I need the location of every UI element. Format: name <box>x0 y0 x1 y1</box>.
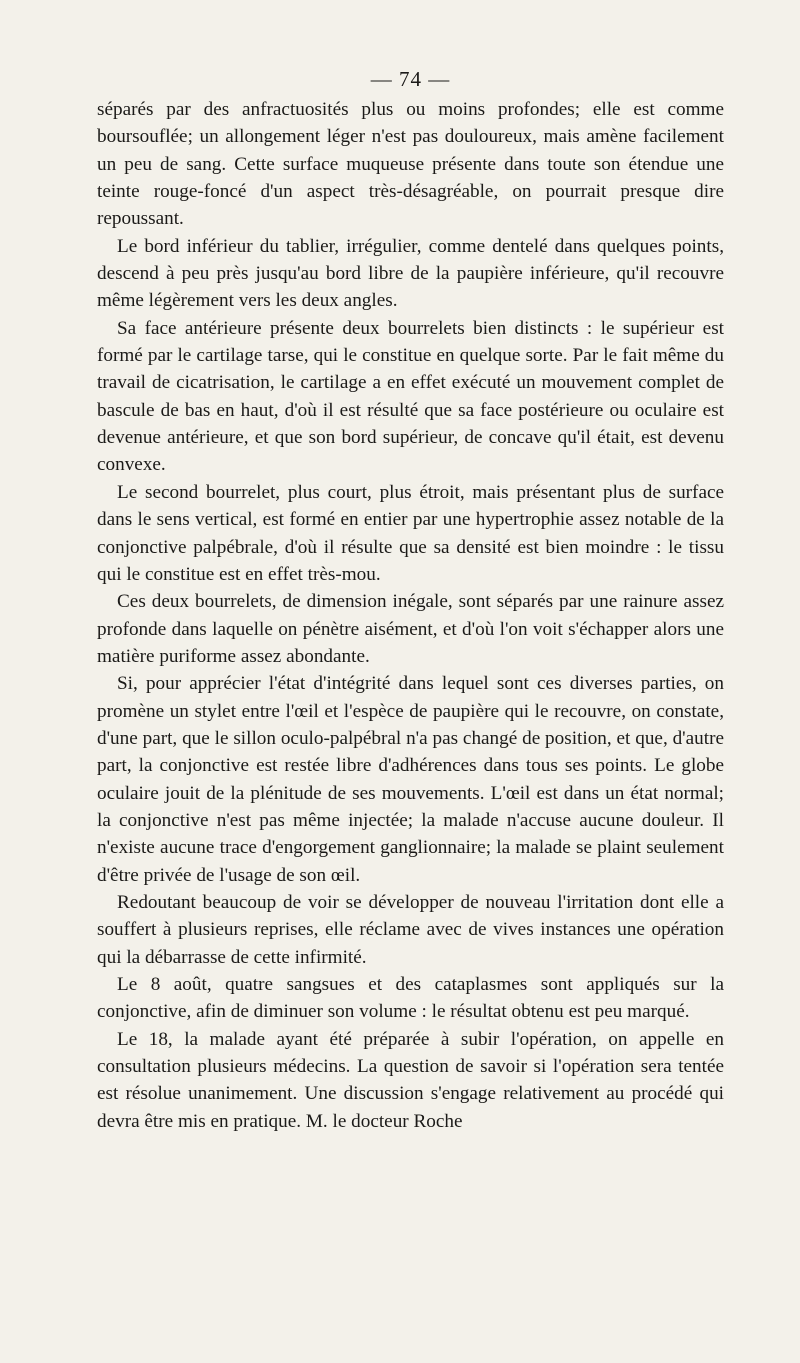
body-text <box>97 96 724 1135</box>
paragraph-8: Le 8 août, quatre sangsues et des cataplasmes sont appliqués sur la conjonctive, afin de diminuer son volume : le résultat obtenu est peu marqué. <box>97 974 724 1023</box>
paragraph-2: Le bord inférieur du tablier, irrégulier, comme dentelé dans quelques points, descend à peu près jusqu'au bord libre de la paupière inférieure, qu'il recouvre même légèrement vers les deux angles. <box>97 235 724 312</box>
page-number: — 74 — <box>370 67 451 91</box>
paragraph-7: Redoutant beaucoup de voir se développer de nouveau l'irritation dont elle a souffert à plusieurs reprises, elle réclame avec de vives instances une opération qui la débarrasse de cette infirmité. <box>97 891 724 968</box>
paragraph-3: Sa face antérieure présente deux bourrelets bien distincts : le supérieur est formé par le cartilage tarse, qui le constitue en quelque sorte. Par le fait même du travail de cicatrisation, le cartilage a en effet exécuté un mouvement complet de bascule de bas en haut, d'où il est résulté que sa face postérieure ou oculaire est devenue antérieure, et que son bord supérieur, de concave qu'il était, est devenu convexe. <box>97 317 724 476</box>
paragraph-5: Ces deux bourrelets, de dimension inégale, sont séparés par une rainure assez profonde dans laquelle on pénètre aisément, et d'où l'on voit s'échapper alors une matière puriforme assez abondante. <box>97 591 724 667</box>
paragraph-6: Si, pour apprécier l'état d'intégrité dans lequel sont ces diverses parties, on promène un stylet entre l'œil et l'espèce de paupière qui le recouvre, on constate, d'une part, que le sillon oculo-palpébral n'a pas changé de position, et que, d'autre part, la conjonctive est restée libre d'adhérences dans tous ses points. Le globe oculaire jouit de la plénitude de ses mouvements. L'œil est dans un état normal; la conjonctive n'est pas même injectée; la malade n'accuse aucune douleur. Il n'existe aucune trace d'engorgement ganglionnaire; la malade se plaint seulement d'être privée de l'usage de son œil. <box>97 673 724 886</box>
paragraph-9: Le 18, la malade ayant été préparée à subir l'opération, on appelle en consultation plusieurs médecins. La question de savoir si l'opération sera tentée est résolue unanimement. Une discussion s'engage relativement au procédé qui devra être mis en pratique. M. le docteur Roche <box>97 1028 724 1132</box>
paragraph-1: séparés par des anfractuosités plus ou moins profondes; elle est comme boursouflée; un allongement léger n'est pas douloureux, mais amène facilement un peu de sang. Cette surface muqueuse présente dans toute son étendue une teinte rouge-foncé d'un aspect très-désagréable, on pourrait presque dire repoussant. <box>97 99 724 230</box>
paragraph-4: Le second bourrelet, plus court, plus étroit, mais présentant plus de surface dans le sens vertical, est formé en entier par une hypertrophie assez notable de la conjonctive palpébrale, d'où il résulte que sa densité est bien moindre : le tissu qui le constitue est en effet très-mou. <box>97 481 724 585</box>
